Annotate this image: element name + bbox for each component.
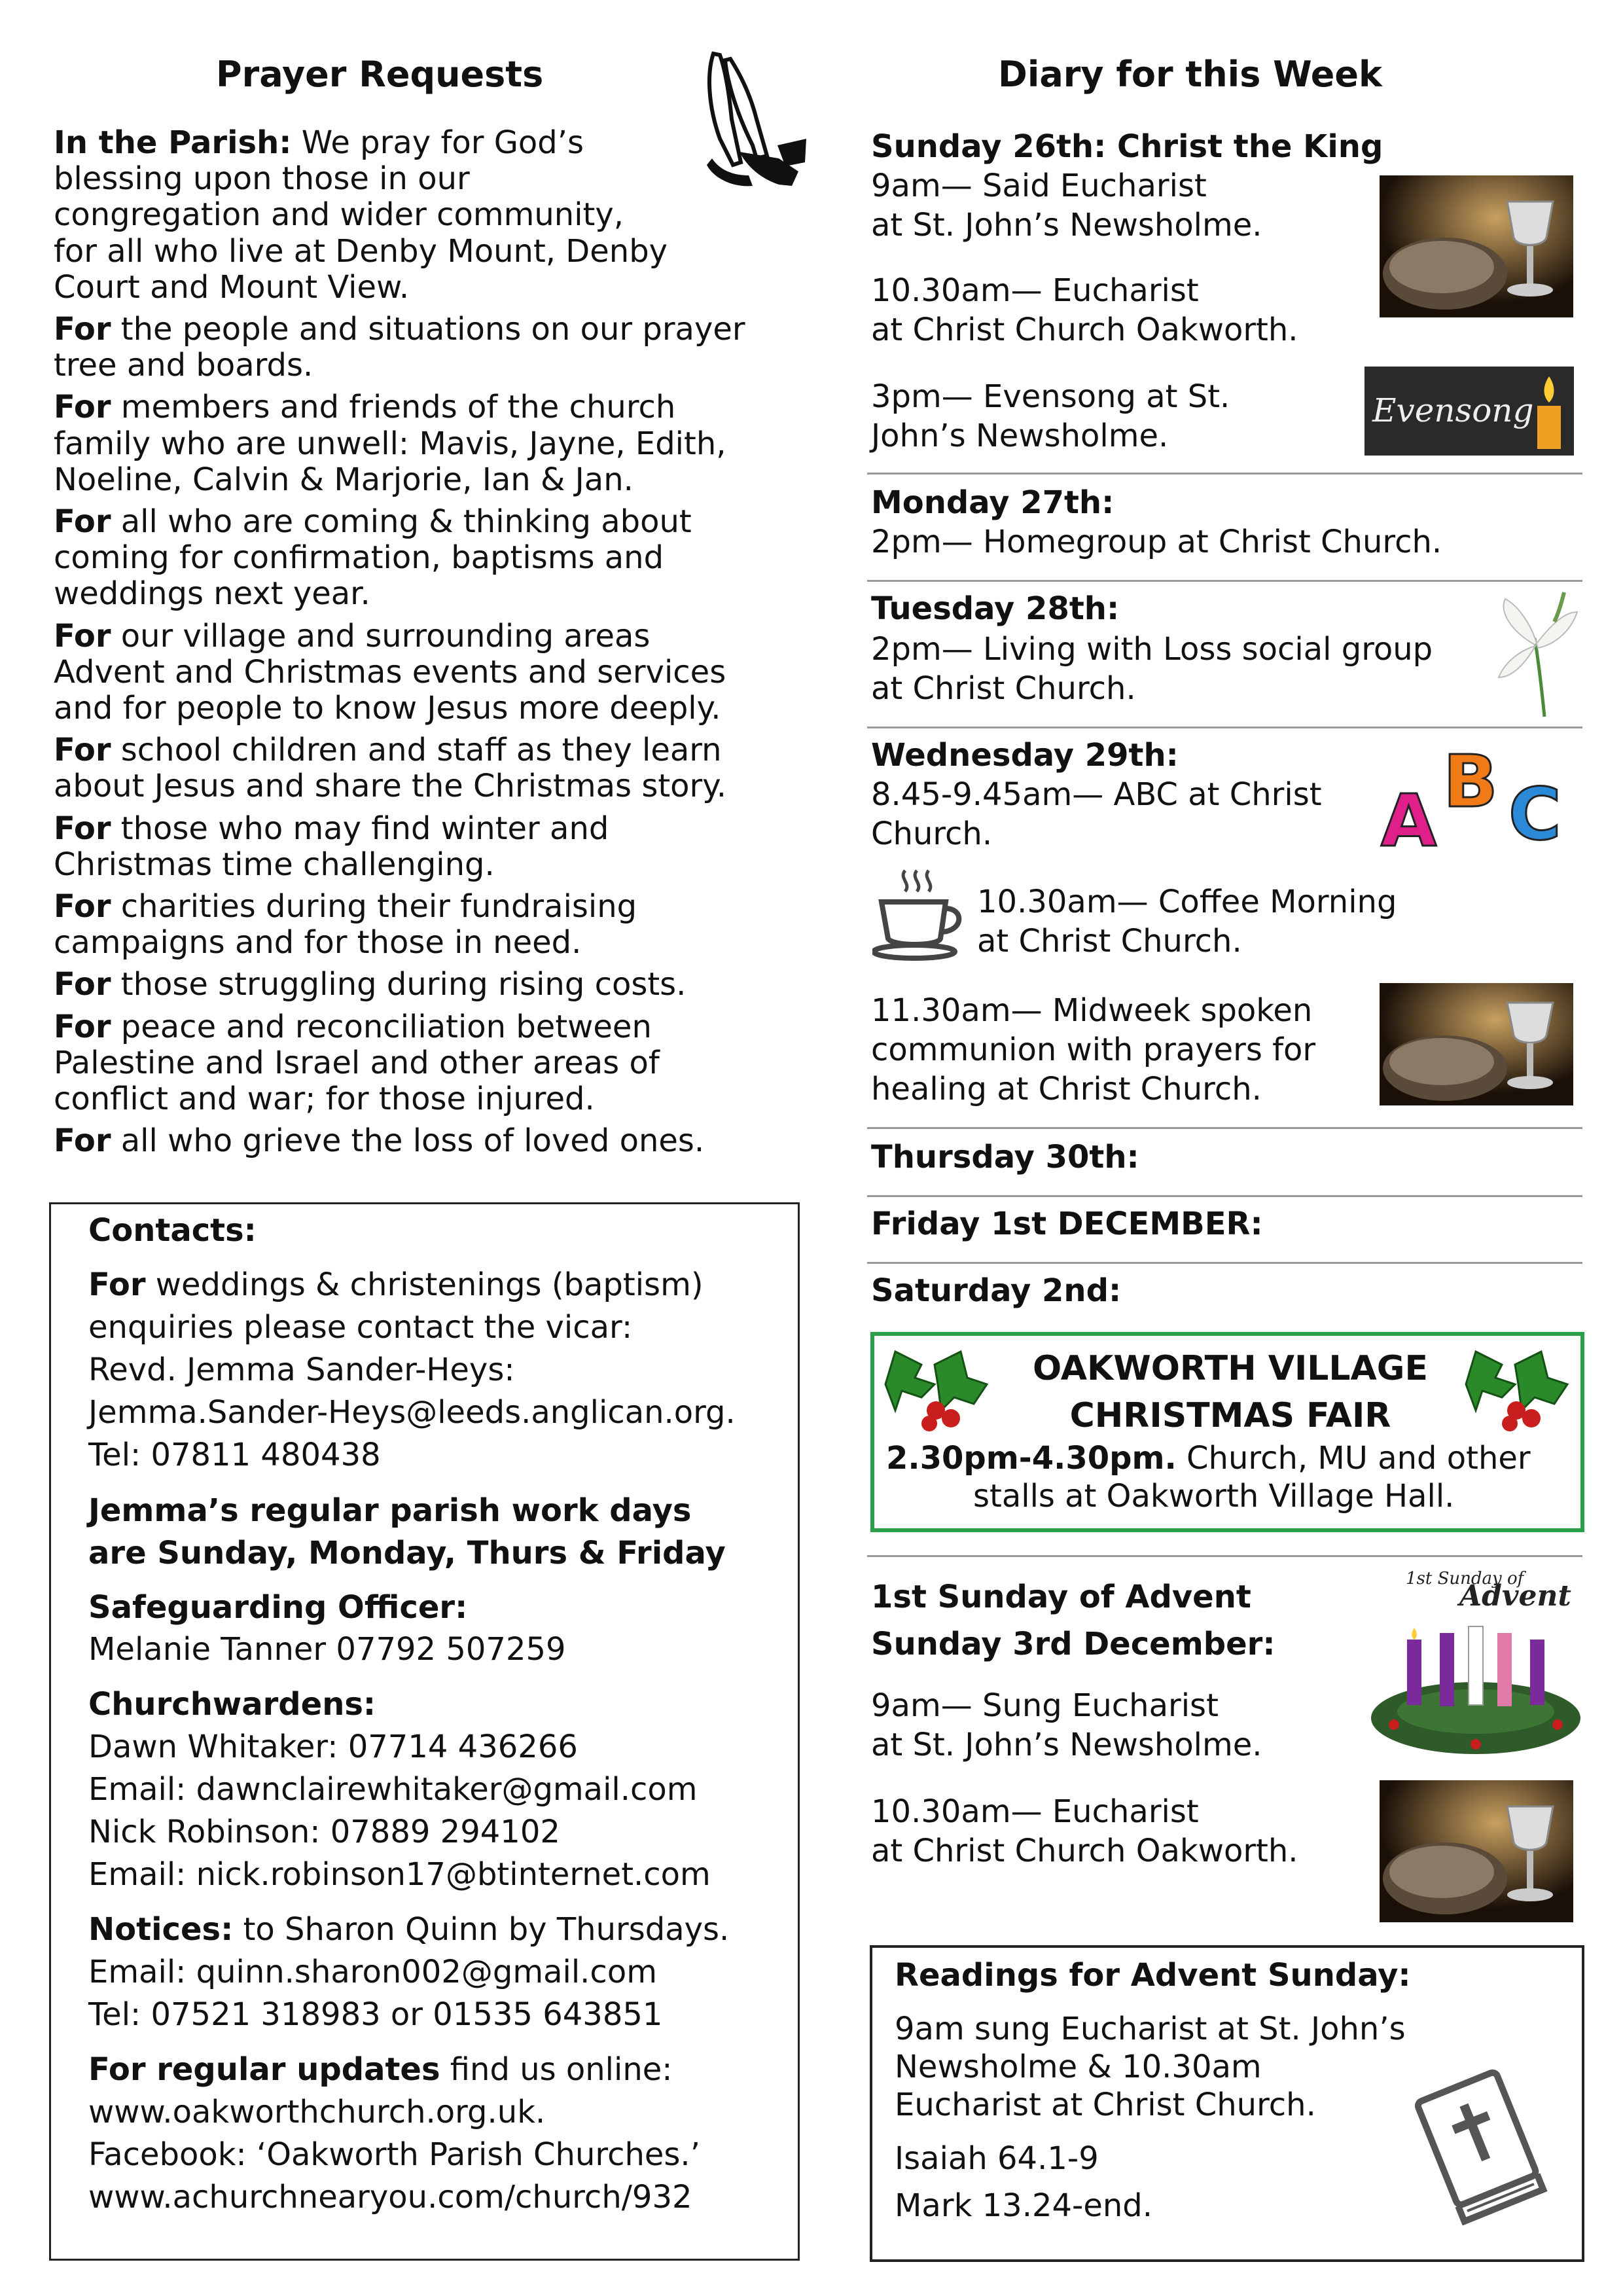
prayer-line — [54, 461, 633, 499]
wednesday-heading: Wednesday 29th: — [871, 737, 1179, 774]
advent-service-1b: at St. John’s Newsholme. — [871, 1727, 1262, 1763]
prayer-line-bold: For — [54, 617, 111, 655]
prayer-line — [54, 654, 726, 691]
churchwardens-heading: Churchwardens: — [88, 1686, 376, 1723]
friday-heading: Friday 1st DECEMBER: — [871, 1206, 1263, 1242]
communion-image — [1380, 983, 1573, 1105]
advent-image-label-1: 1st Sunday of — [1406, 1569, 1524, 1588]
abc-image — [1374, 733, 1577, 864]
notices-email[interactable]: Email: quinn.sharon002@gmail.com — [88, 1954, 657, 1990]
notices-tel: Tel: 07521 318983 or 01535 643851 — [88, 1996, 663, 2033]
prayer-line — [54, 160, 470, 198]
prayer-line — [54, 1045, 660, 1082]
prayer-line-bold: For — [54, 1008, 111, 1045]
vicar-name: Revd. Jemma Sander-Heys: — [88, 1352, 515, 1388]
readings-line-1: 9am sung Eucharist at St. John’s — [895, 2011, 1406, 2047]
divider — [867, 726, 1582, 728]
prayer-line — [54, 539, 664, 577]
sunday-service-2a: 10.30am— Eucharist — [871, 272, 1199, 309]
divider — [867, 1127, 1582, 1129]
evensong-label: Evensong — [1372, 391, 1534, 429]
prayer-line-bold: For — [54, 1122, 111, 1160]
warden-2: Nick Robinson: 07889 294102 — [88, 1814, 560, 1850]
prayer-line-text: congregation and wider community, — [54, 196, 624, 234]
holly-icon — [1463, 1338, 1574, 1437]
prayer-line-text: coming for confirmation, baptisms and — [54, 539, 664, 577]
prayer-line — [54, 966, 686, 1003]
evensong-image — [1364, 367, 1574, 456]
bible-icon — [1407, 2062, 1558, 2225]
achurchnearyou-link[interactable]: www.achurchnearyou.com/church/932 — [88, 2179, 692, 2215]
notices-line: Notices: to Sharon Quinn by Thursdays. — [88, 1911, 730, 1948]
wednesday-service-1a: 8.45-9.45am— ABC at Christ — [871, 776, 1322, 813]
prayer-line — [54, 1081, 595, 1118]
prayer-line — [54, 347, 313, 384]
prayer-line-text: for all who live at Denby Mount, Denby — [54, 232, 668, 270]
fair-time-line: 2.30pm-4.30pm. Church, MU and other — [886, 1440, 1531, 1477]
facebook-line: Facebook: ‘Oakworth Parish Churches.’ — [88, 2136, 700, 2173]
prayer-line-bold: For — [54, 810, 111, 847]
prayer-line — [54, 124, 584, 162]
prayer-line — [54, 389, 675, 426]
readings-line-2: Newsholme & 10.30am — [895, 2049, 1262, 2085]
warden-2-email[interactable]: Email: nick.robinson17@btinternet.com — [88, 1856, 711, 1893]
diary-heading: Diary for this Week — [998, 54, 1382, 95]
prayer-line-text: about Jesus and share the Christmas story. — [54, 768, 727, 805]
candle-icon — [1529, 373, 1569, 452]
prayer-line-text: peace and reconciliation between — [111, 1008, 652, 1045]
prayer-line-text: blessing upon those in our — [54, 160, 470, 198]
communion-image — [1380, 1780, 1573, 1922]
prayer-line — [54, 1009, 652, 1046]
coffee-cup-icon — [872, 865, 971, 963]
prayer-line-text: all who grieve the loss of loved ones. — [111, 1122, 705, 1160]
prayer-line-text: tree and boards. — [54, 347, 313, 384]
thursday-heading: Thursday 30th: — [871, 1139, 1139, 1175]
contacts-wedding-line: For weddings & christenings (baptism) — [88, 1266, 704, 1303]
prayer-line-text: Noeline, Calvin & Marjorie, Ian & Jan. — [54, 461, 633, 498]
contacts-heading: Contacts: — [88, 1212, 257, 1249]
prayer-line — [54, 311, 745, 348]
fair-title-2: CHRISTMAS FAIR — [1069, 1396, 1391, 1435]
prayer-line-text: Palestine and Israel and other areas of — [54, 1044, 660, 1081]
wednesday-service-3b: communion with prayers for — [871, 1031, 1316, 1068]
communion-image — [1380, 175, 1573, 317]
prayer-line-bold: For — [54, 311, 111, 348]
sunday-heading: Sunday 26th: Christ the King — [871, 128, 1383, 165]
advent-image-label-2: Advent — [1459, 1579, 1571, 1613]
advent-service-1a: 9am— Sung Eucharist — [871, 1687, 1219, 1724]
prayer-line-text: weddings next year. — [54, 575, 370, 613]
prayer-line-text: and for people to know Jesus more deeply. — [54, 690, 721, 726]
tuesday-service-1b: at Christ Church. — [871, 670, 1136, 707]
wednesday-service-1b: Church. — [871, 816, 993, 852]
prayer-line-text: campaigns and for those in need. — [54, 924, 582, 961]
saturday-heading: Saturday 2nd: — [871, 1272, 1122, 1309]
work-days-line-1: Jemma’s regular parish work days — [88, 1492, 692, 1529]
safeguarding-officer: Melanie Tanner 07792 507259 — [88, 1631, 566, 1668]
tuesday-heading: Tuesday 28th: — [871, 590, 1120, 627]
website-link[interactable]: www.oakworthchurch.org.uk. — [88, 2094, 546, 2130]
prayer-line-text: conflict and war; for those injured. — [54, 1081, 595, 1117]
prayer-line-text: those who may find winter and — [111, 810, 609, 847]
prayer-line-text: Advent and Christmas events and services — [54, 653, 726, 691]
wednesday-service-2b: at Christ Church. — [977, 923, 1242, 960]
prayer-line-bold: For — [54, 966, 111, 1003]
sunday-service-1a: 9am— Said Eucharist — [871, 168, 1207, 204]
wednesday-service-3a: 11.30am— Midweek spoken — [871, 992, 1313, 1029]
prayer-line — [54, 1122, 704, 1160]
tuesday-service-1a: 2pm— Living with Loss social group — [871, 631, 1433, 668]
sunday-service-2b: at Christ Church Oakworth. — [871, 312, 1298, 348]
prayer-line — [54, 618, 650, 655]
sunday-service-3b: John’s Newsholme. — [871, 418, 1169, 454]
monday-service-1: 2pm— Homegroup at Christ Church. — [871, 524, 1442, 560]
advent-service-2a: 10.30am— Eucharist — [871, 1793, 1199, 1830]
vicar-tel: Tel: 07811 480438 — [88, 1437, 381, 1473]
lily-image — [1486, 586, 1584, 720]
prayer-line-text: members and friends of the church — [111, 389, 676, 426]
prayer-line-text: Christmas time challenging. — [54, 846, 495, 883]
reading-2: Mark 13.24-end. — [895, 2187, 1153, 2224]
reading-1: Isaiah 64.1-9 — [895, 2140, 1099, 2177]
prayer-line — [54, 810, 609, 848]
divider — [867, 580, 1582, 582]
prayer-line-bold: In the Parish: — [54, 124, 292, 161]
prayer-line-text: those struggling during rising costs. — [111, 966, 687, 1003]
abc-letter-b: B — [1443, 740, 1498, 823]
sunday-service-3a: 3pm— Evensong at St. — [871, 378, 1230, 415]
warden-1-email[interactable]: Email: dawnclairewhitaker@gmail.com — [88, 1771, 698, 1808]
wednesday-service-2a: 10.30am— Coffee Morning — [977, 884, 1397, 920]
divider — [867, 473, 1582, 475]
prayer-line — [54, 575, 370, 613]
prayer-line-text: our village and surrounding areas — [111, 617, 651, 655]
divider — [867, 1555, 1582, 1557]
abc-letter-a: A — [1381, 779, 1437, 863]
prayer-line — [54, 233, 668, 270]
sunday-service-1b: at St. John’s Newsholme. — [871, 207, 1262, 243]
prayer-line — [54, 732, 722, 769]
prayer-line-text: We pray for God’s — [291, 124, 584, 161]
prayer-line-bold: For — [54, 503, 111, 540]
prayer-line-text: charities during their fundraising — [111, 888, 637, 925]
prayer-line — [54, 846, 495, 884]
prayer-line — [54, 690, 721, 727]
fair-title-1: OAKWORTH VILLAGE — [1032, 1349, 1429, 1388]
prayer-line — [54, 425, 726, 463]
readings-line-3: Eucharist at Christ Church. — [895, 2087, 1316, 2123]
holly-icon — [882, 1338, 993, 1437]
prayer-line-text: Court and Mount View. — [54, 268, 410, 306]
advent-heading-1: 1st Sunday of Advent — [871, 1579, 1251, 1615]
monday-heading: Monday 27th: — [871, 484, 1115, 521]
prayer-line-bold: For — [54, 732, 111, 769]
prayer-line — [54, 196, 624, 234]
work-days-line-2: are Sunday, Monday, Thurs & Friday — [88, 1535, 726, 1571]
divider — [867, 1262, 1582, 1264]
advent-service-2b: at Christ Church Oakworth. — [871, 1833, 1298, 1869]
prayer-line-text: all who are coming & thinking about — [111, 503, 692, 540]
prayer-line-bold: For — [54, 888, 111, 925]
wednesday-service-3c: healing at Christ Church. — [871, 1071, 1262, 1107]
advent-wreath-icon — [1368, 1613, 1584, 1757]
warden-1: Dawn Whitaker: 07714 436266 — [88, 1729, 578, 1765]
prayer-line — [54, 888, 637, 925]
safeguarding-heading: Safeguarding Officer: — [88, 1589, 468, 1626]
prayer-line-bold: For — [54, 389, 111, 426]
prayer-line — [54, 503, 692, 541]
prayer-line — [54, 269, 409, 306]
updates-line: For regular updates find us online: — [88, 2051, 673, 2088]
readings-heading: Readings for Advent Sunday: — [895, 1957, 1411, 1994]
prayer-line — [54, 924, 581, 961]
contacts-enquiries: enquiries please contact the vicar: — [88, 1309, 633, 1346]
prayer-heading: Prayer Requests — [216, 54, 544, 95]
vicar-email[interactable]: Jemma.Sander-Heys@leeds.anglican.org. — [88, 1394, 736, 1431]
fair-line-2: stalls at Oakworth Village Hall. — [973, 1478, 1455, 1515]
prayer-line-text: school children and staff as they learn — [111, 732, 722, 769]
prayer-line-text: the people and situations on our prayer — [111, 311, 745, 348]
divider — [867, 1195, 1582, 1197]
praying-hands-icon — [694, 47, 809, 192]
prayer-line-text: family who are unwell: Mavis, Jayne, Edith, — [54, 425, 726, 462]
abc-letter-c: C — [1508, 772, 1561, 856]
advent-heading-2: Sunday 3rd December: — [871, 1626, 1275, 1662]
prayer-line — [54, 768, 726, 805]
advent-wreath-image — [1368, 1568, 1584, 1757]
